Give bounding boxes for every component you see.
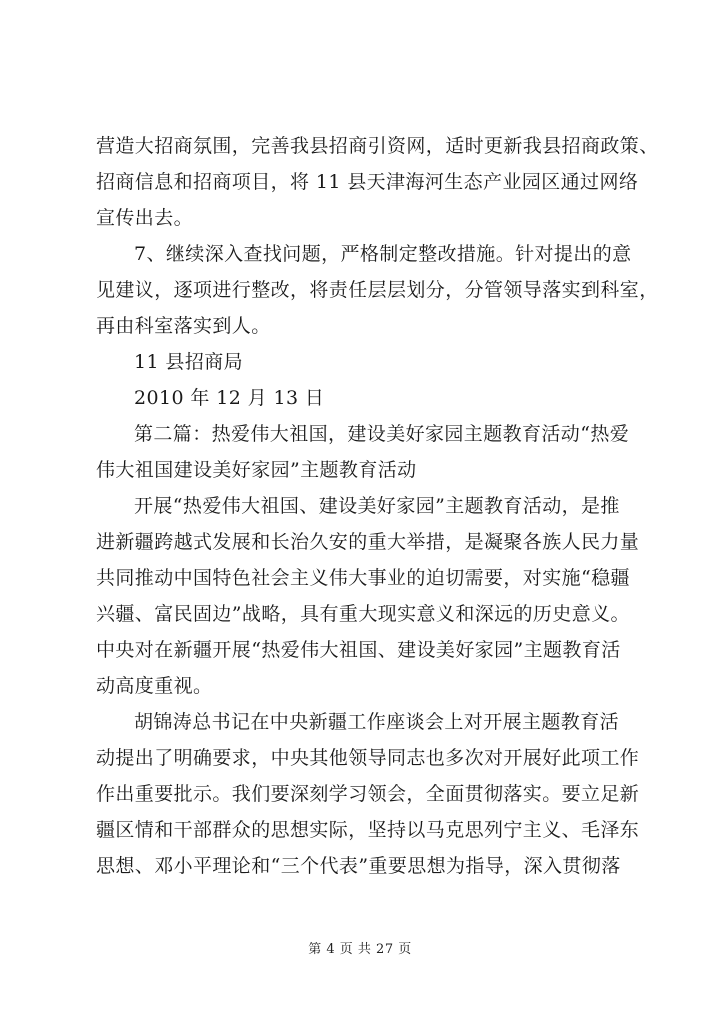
page-number-footer: 第 4 页 共 27 页 <box>308 942 412 957</box>
text-line: 动提出了明确要求，中央其他领导同志也多次对开展好此项工作 <box>96 747 640 769</box>
signature-date: 2010 年 12 月 13 日 <box>134 387 325 409</box>
section-title-continued: 伟大祖国建设美好家园”主题教育活动 <box>96 459 417 481</box>
text-line: 中央对在新疆开展“热爱伟大祖国、建设美好家园”主题教育活 <box>96 639 621 661</box>
document-body <box>96 128 659 884</box>
section-title: 第二篇：热爱伟大祖国，建设美好家园主题教育活动“热爱 <box>134 423 630 445</box>
text-line: 宣传出去。 <box>96 207 194 229</box>
text-line: 思想、邓小平理论和“三个代表”重要思想为指导，深入贯彻落 <box>96 855 621 877</box>
text-line: 动高度重视。 <box>96 675 213 697</box>
text-line: 7、继续深入查找问题，严格制定整改措施。针对提出的意 <box>134 243 632 265</box>
text-line: 进新疆跨越式发展和长治久安的重大举措，是凝聚各族人民力量 <box>96 531 640 553</box>
text-line: 开展“热爱伟大祖国、建设美好家园”主题教育活动，是推 <box>134 495 620 517</box>
text-line: 招商信息和招商项目，将 11 县天津海河生态产业园区通过网络 <box>96 171 639 193</box>
text-line: 再由科室落实到人。 <box>96 315 271 337</box>
text-line: 兴疆、富民固边”战略，具有重大现实意义和深远的历史意义。 <box>96 603 630 625</box>
text-line: 共同推动中国特色社会主义伟大事业的迫切需要，对实施“稳疆 <box>96 567 630 589</box>
text-line: 营造大招商氛围，完善我县招商引资网，适时更新我县招商政策、 <box>96 135 659 157</box>
text-line: 疆区情和干部群众的思想实际，坚持以马克思列宁主义、毛泽东 <box>96 819 640 841</box>
text-line: 胡锦涛总书记在中央新疆工作座谈会上对开展主题教育活 <box>134 711 620 733</box>
text-line: 作出重要批示。我们要深刻学习领会，全面贯彻落实。要立足新 <box>96 783 640 805</box>
signature-org: 11 县招商局 <box>134 351 244 373</box>
text-line: 见建议，逐项进行整改，将责任层层划分，分管领导落实到科室， <box>96 279 659 301</box>
